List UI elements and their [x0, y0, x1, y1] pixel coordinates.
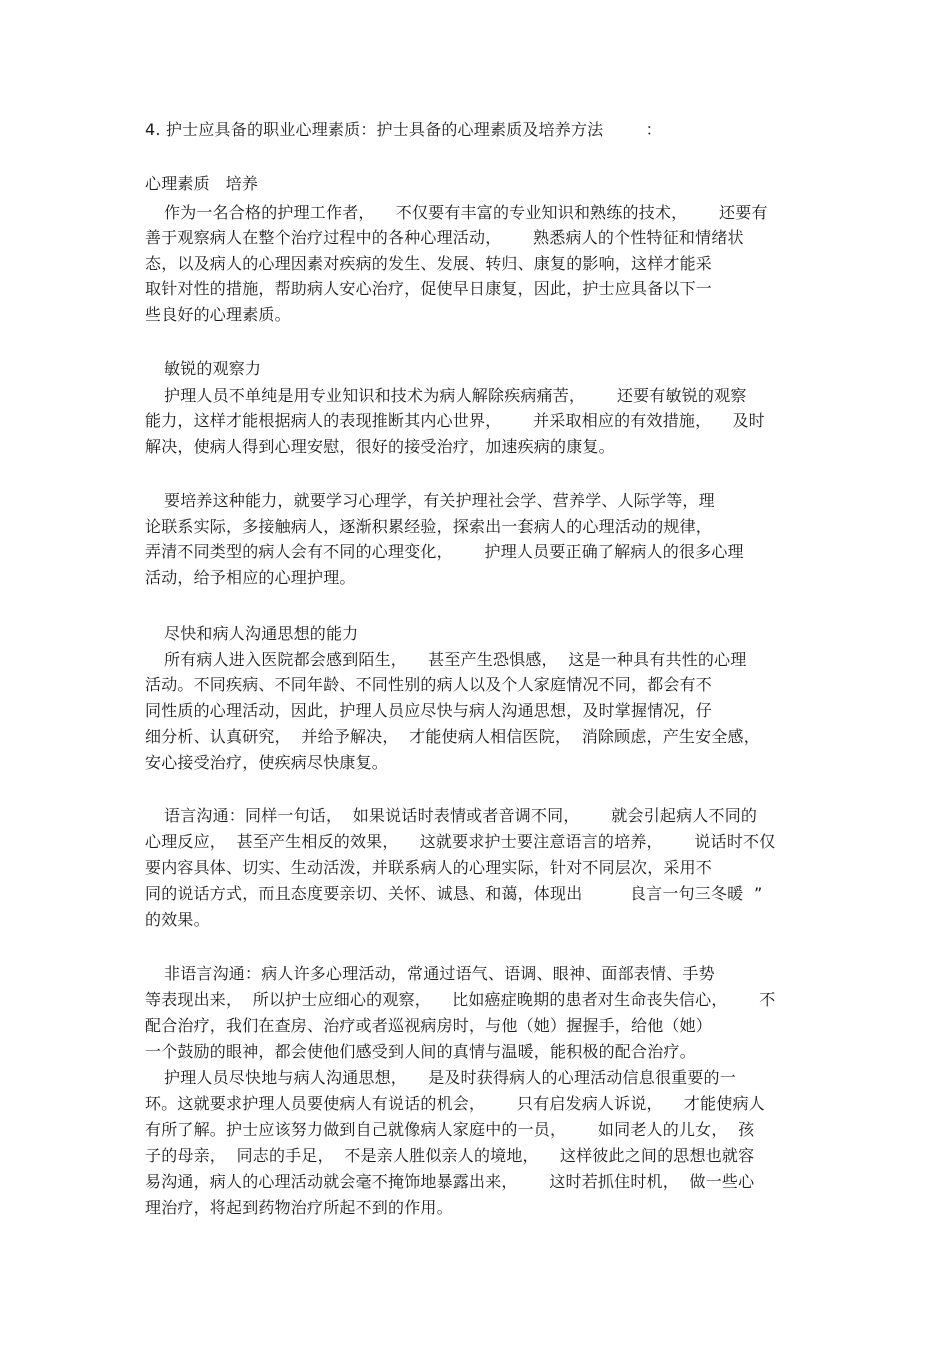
observation-p2-line-2: 论联系实际，多接触病人，逐渐积累经验，探索出一套病人的心理活动的规律， [145, 517, 713, 536]
communication-p1-line-5: 安心接受治疗，使疾病尽快康复。 [145, 753, 389, 772]
verbal-line-1: 语言沟通：同样一句话， 如果说话时表情或者音调不同， 就会引起病人不同的 [164, 806, 758, 825]
intro-line-2: 善于观察病人在整个治疗过程中的各种心理活动， 熟悉病人的个性特征和情绪状 [145, 228, 744, 247]
communication-p1-line-2: 活动。不同疾病、不同年龄、不同性别的病人以及个人家庭情况不同，都会有不 [145, 675, 713, 694]
rapport-line-4: 子的母亲， 同志的手足， 不是亲人胜似亲人的境地， 这样彼此之间的思想也就容 [145, 1146, 755, 1165]
communication-p1-line-4: 细分析、认真研究， 并给予解决， 才能使病人相信医院， 消除顾虑，产生安全感， [145, 727, 760, 746]
section-title-observation: 敏锐的观察力 [164, 359, 262, 378]
rapport-line-3: 有所了解。护士应该努力做到自己就像病人家庭中的一员， 如同老人的儿女， 孩 [145, 1120, 755, 1139]
nonverbal-line-3: 配合治疗，我们在查房、治疗或者巡视病房时，与他（她）握握手，给他（她） [145, 1016, 713, 1035]
rapport-line-1: 护理人员尽快地与病人沟通思想， 是及时获得病人的心理活动信息很重要的一 [164, 1068, 736, 1087]
rapport-line-6: 理治疗，将起到药物治疗所起不到的作用。 [145, 1198, 453, 1217]
observation-p1-line-3: 解决，使病人得到心理安慰，很好的接受治疗，加速疾病的康复。 [145, 437, 615, 456]
verbal-line-4: 同的说话方式，而且态度要亲切、关怀、诚恳、和蔼，体现出 良言一句三冬暖 ” [145, 884, 763, 903]
nonverbal-line-1: 非语言沟通：病人许多心理活动，常通过语气、语调、眼神、面部表情、手势 [164, 964, 715, 983]
verbal-line-2: 心理反应， 甚至产生相反的效果， 这就要求护士要注意语言的培养， 说话时不仅 [145, 832, 776, 851]
observation-p2-line-1: 要培养这种能力，就要学习心理学，有关护理社会学、营养学、人际学等，理 [164, 491, 715, 510]
communication-p1-line-3: 同性质的心理活动，因此，护理人员应尽快与病人沟通思想，及时掌握情况，仔 [145, 701, 713, 720]
observation-p2-line-4: 活动，给予相应的心理护理。 [145, 568, 356, 587]
rapport-line-5: 易沟通，病人的心理活动就会毫不掩饰地暴露出来， 这时若抓住时机， 做一些心 [145, 1172, 755, 1191]
communication-p1-line-1: 所有病人进入医院都会感到陌生， 甚至产生恐惧感， 这是一种具有共性的心理 [164, 650, 747, 669]
observation-p1-line-2: 能力，这样才能根据病人的表现推断其内心世界， 并采取相应的有效措施， 及时 [145, 411, 765, 430]
table-header: 心理素质 培养 [145, 174, 259, 193]
observation-p1-line-1: 护理人员不单纯是用专业知识和技术为病人解除疾病痛苦， 还要有敏锐的观察 [164, 386, 747, 405]
nonverbal-line-2: 等表现出来， 所以护士应细心的观察， 比如癌症晚期的患者对生命丧失信心， 不 [145, 990, 776, 1009]
intro-line-3: 态，以及病人的心理因素对疾病的发生、发展、转归、康复的影响，这样才能采 [145, 254, 713, 273]
verbal-line-5: 的效果。 [145, 910, 210, 929]
rapport-line-2: 环。这就要求护理人员要使病人有说话的机会， 只有启发病人诉说， 才能使病人 [145, 1094, 765, 1113]
intro-line-5: 些良好的心理素质。 [145, 305, 291, 324]
observation-p2-line-3: 弄清不同类型的病人会有不同的心理变化， 护理人员要正确了解病人的很多心理 [145, 542, 744, 561]
intro-line-1: 作为一名合格的护理工作者， 不仅要有丰富的专业知识和熟练的技术， 还要有 [164, 203, 768, 222]
verbal-line-3: 要内容具体、切实、生动活泼，并联系病人的心理实际，针对不同层次，采用不 [145, 858, 713, 877]
intro-line-4: 取针对性的措施，帮助病人安心治疗，促使早日康复，因此，护士应具备以下一 [145, 279, 713, 298]
nonverbal-line-4: 一个鼓励的眼神，都会使他们感受到人间的真情与温暖，能积极的配合治疗。 [145, 1042, 696, 1061]
document-heading: 4. 护士应具备的职业心理素质：护士具备的心理素质及培养方法 ： [145, 120, 662, 139]
section-title-communication: 尽快和病人沟通思想的能力 [164, 624, 359, 643]
